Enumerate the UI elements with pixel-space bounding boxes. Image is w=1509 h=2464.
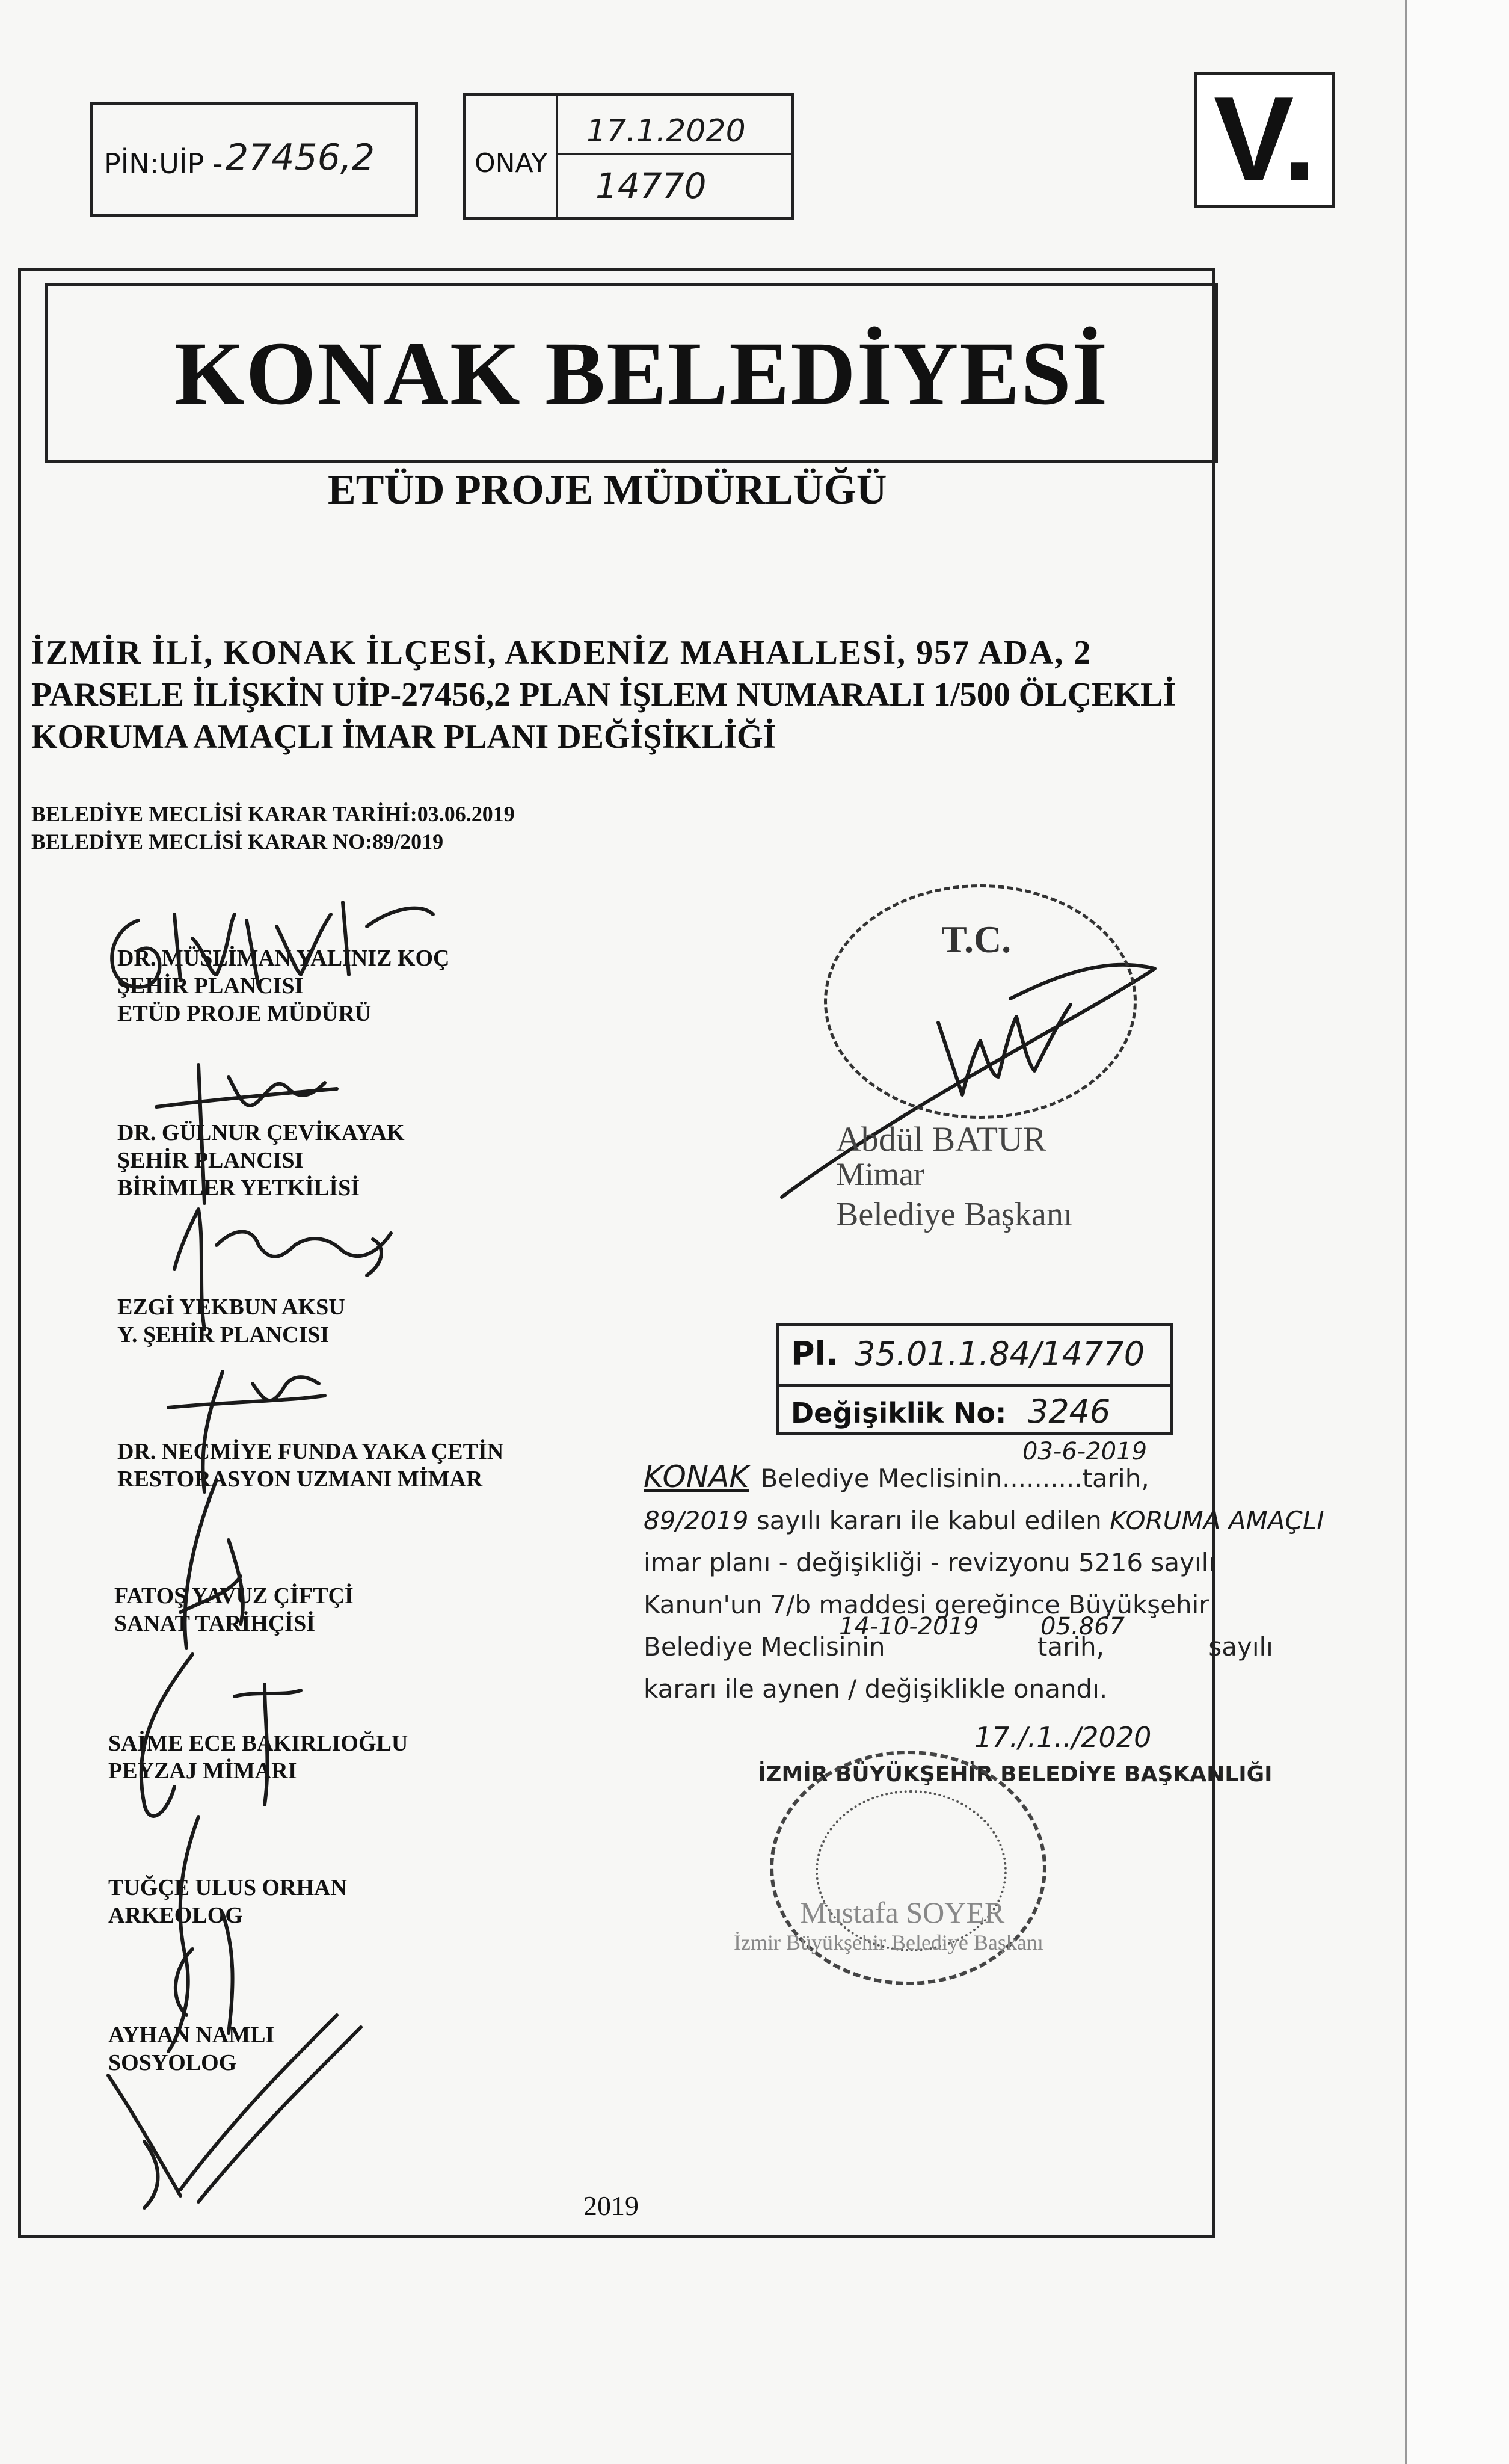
change-label: Değişiklik No: [791,1397,1007,1429]
signatory-name: SAİME ECE BAKIRLIOĞLU [108,1731,408,1756]
pin-value: 27456,2 [226,137,375,179]
signatory-role: ŞEHİR PLANCISI [117,973,304,999]
signature-8 [108,2015,361,2208]
faded-mayor-name: Mustafa SOYER [800,1896,1005,1929]
signatory-role: ŞEHİR PLANCISI [117,1148,304,1173]
signature-7 [168,1817,233,2051]
signatory-name: DR. NECMİYE FUNDA YAKA ÇETİN [117,1439,504,1464]
department-title: ETÜD PROJE MÜDÜRLÜĞÜ [328,467,887,513]
pl-value: 35.01.1.84/14770 [855,1335,1145,1373]
institution-title: KONAK BELEDİYESİ [174,324,1109,424]
signature-3 [174,1209,391,1329]
mayor-block [836,1119,1072,1234]
onay-number: 14770 [595,165,707,206]
approval-block [644,1438,1329,1790]
signature-4 [168,1372,325,1492]
onay-date: 17.1.2020 [586,113,746,149]
mayor-title: Belediye Başkanı [836,1196,1073,1233]
approval-line5-mid: tarih, [1037,1632,1104,1662]
signatory-role: ARKEOLOG [108,1903,243,1928]
approval-date: 17./.1../2020 [974,1721,1152,1754]
approval-line5-num: 05.867 [1040,1613,1125,1640]
plan-title-line1: İZMİR İLİ, KONAK İLÇESİ, AKDENİZ MAHALLESİ, 957 ADA, 2 [31,634,1092,671]
mayor-seal [824,884,1137,1119]
signatory-role: SOSYOLOG [108,2050,237,2075]
signatory-name: DR. GÜLNUR ÇEVİKAYAK [117,1120,405,1145]
signatory-role: BİRİMLER YETKİLİSİ [117,1175,360,1201]
signatory-role: RESTORASYON UZMANI MİMAR [117,1467,483,1492]
approval-line2 [644,1500,1329,1542]
change-value: 3246 [1027,1393,1111,1431]
approval-line2-plan: KORUMA AMAÇLI [1110,1506,1324,1535]
signatory-role: Y. ŞEHİR PLANCISI [117,1322,330,1348]
approval-line1-text: Belediye Meclisinin..........tarih, [760,1464,1149,1493]
mayor-name: Abdül BATUR [836,1120,1046,1159]
approval-line2-num: 89/2019 [644,1506,749,1535]
pl-label: Pl. [791,1335,838,1373]
approval-line1-date: 03-6-2019 [1022,1438,1148,1465]
signatory-role: ETÜD PROJE MÜDÜRÜ [117,1001,372,1026]
signatory-name: EZGİ YEKBUN AKSU [117,1295,345,1320]
signature-2 [156,1065,337,1203]
approval-line5-date: 14-10-2019 [839,1613,979,1640]
signature-5 [180,1480,243,1648]
approval-line1 [644,1438,1329,1500]
approval-authority: İZMİR BÜYÜKŞEHİR BELEDİYE BAŞKANLIĞI [758,1762,1273,1787]
approval-line2-text: sayılı kararı ile kabul edilen [756,1506,1102,1535]
pin-label: PİN:UİP - [104,147,223,180]
signatory-name: TUĞÇE ULUS ORHAN [108,1875,347,1900]
onay-label: ONAY [475,148,548,179]
corner-mark: V. [1214,72,1317,206]
registry-change-row [791,1393,1110,1431]
signature-6 [141,1654,301,1816]
mayor-profession: Mimar [836,1156,924,1192]
signatory-name: AYHAN NAMLI [108,2022,275,2048]
plan-title-line2: PARSELE İLİŞKİN UİP-27456,2 PLAN İŞLEM NUMARALI 1/500 ÖLÇEKLİ [31,676,1176,713]
registry-pl-row [791,1335,1145,1373]
signatory-role: PEYZAJ MİMARI [108,1758,297,1784]
decision-no: BELEDİYE MECLİSİ KARAR NO:89/2019 [31,830,444,854]
approval-line6: kararı ile aynen / değişiklikle onandı. [644,1674,1108,1704]
approval-line4: Kanun'un 7/b maddesi gereğince Büyükşehir [644,1590,1209,1619]
approval-line5-post: sayılı [1208,1632,1273,1662]
approval-line5-pre: Belediye Meclisinin [644,1632,885,1662]
plan-title-line3: KORUMA AMAÇLI İMAR PLANI DEĞİŞİKLİĞİ [31,718,776,756]
faded-mayor-title: İzmir Büyükşehir Belediye Başkanı [734,1930,1043,1954]
signature-1 [112,902,433,987]
signatory-name: FATOŞ YAVUZ ÇİFTÇİ [114,1583,354,1609]
approval-municipality: KONAK [644,1459,749,1494]
seal-text: T.C. [941,918,1012,961]
approval-line3: imar planı - değişikliği - revizyonu 5216 sayılı [644,1548,1215,1577]
metropolitan-mayor-faded [734,1895,1043,1955]
signatory-role: SANAT TARİHÇİSİ [114,1611,316,1636]
registry-stamp [776,1323,1173,1435]
decision-date: BELEDİYE MECLİSİ KARAR TARİHİ:03.06.2019 [31,802,515,826]
signatory-name: DR. MÜSLİMAN YALINIZ KOÇ [117,946,450,971]
approval-line5 [644,1613,1329,1668]
document-year: 2019 [583,2190,639,2221]
